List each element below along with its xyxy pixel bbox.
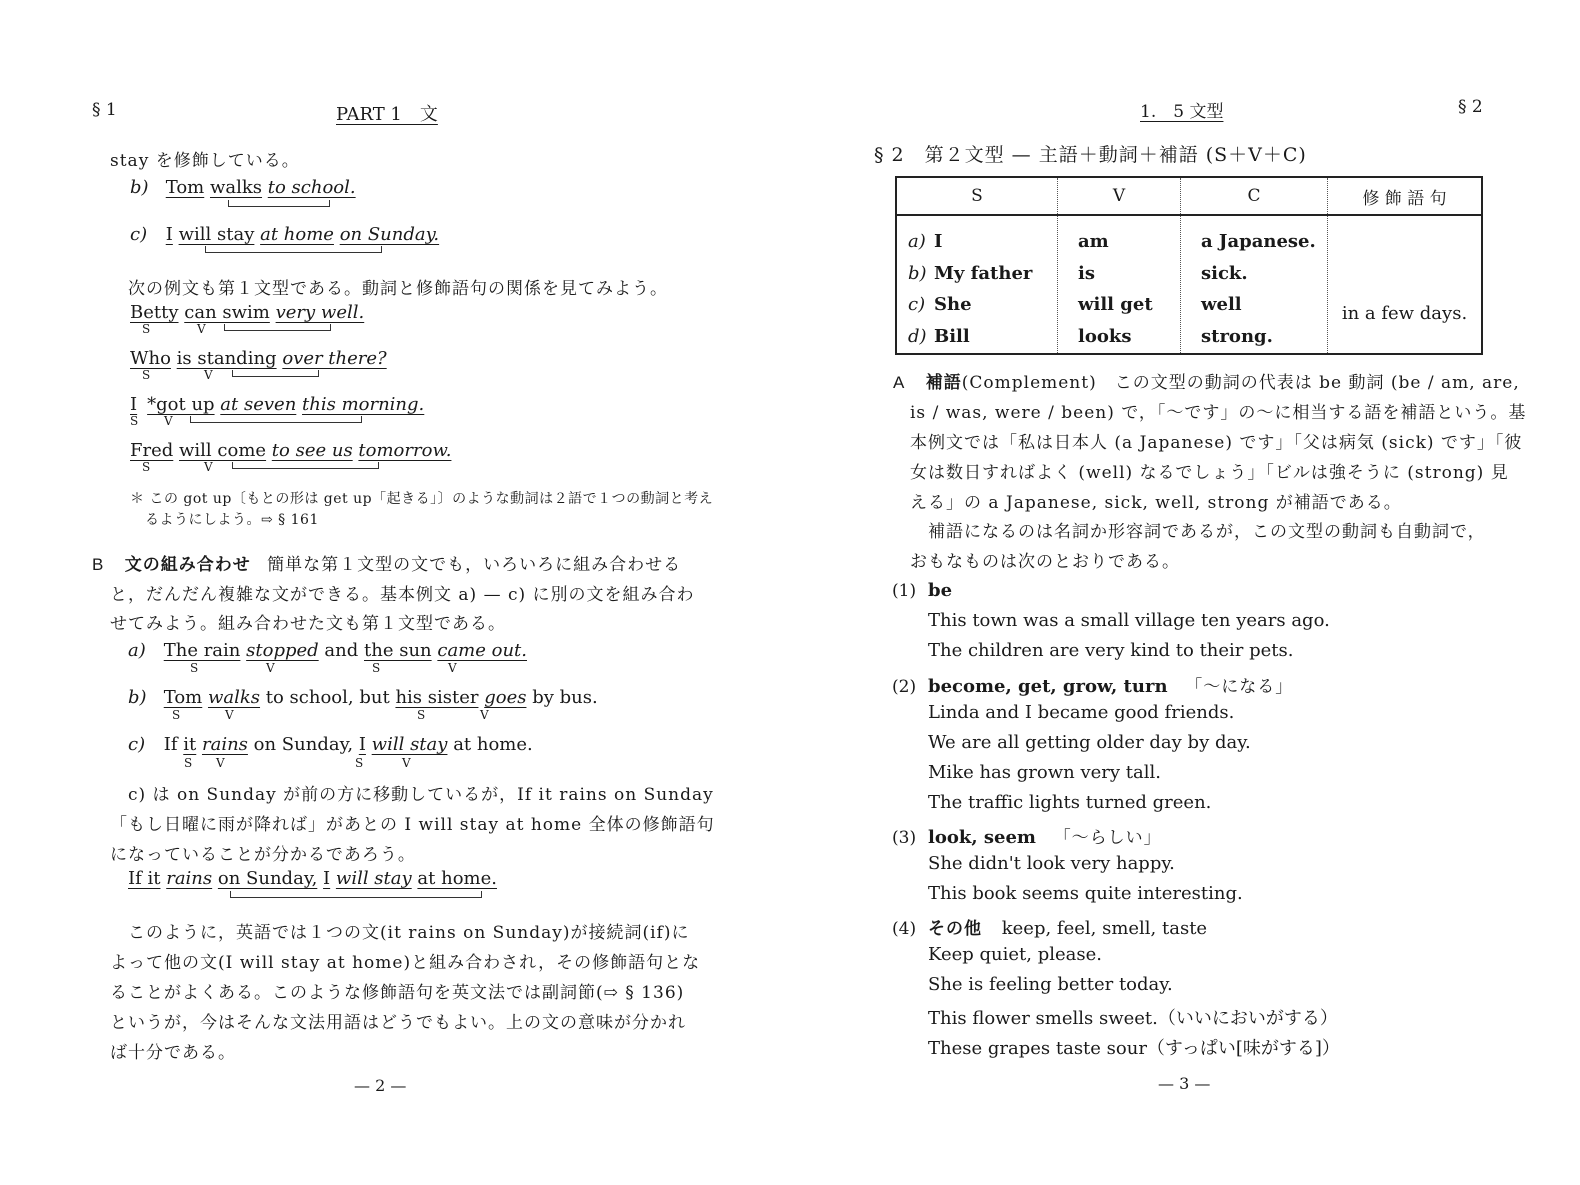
full-sentence: If it rains on Sunday, I will stay at home.	[128, 868, 497, 889]
modifier-bracket	[232, 370, 319, 377]
s-mark: S	[417, 708, 426, 722]
v-mark: V	[448, 661, 457, 675]
footnote: ＊ この got up〔もとの形は get up「起きる」〕のような動詞は２語で１つの動詞と考え	[130, 491, 714, 507]
body-text: と，だんだん複雑な文ができる。基本例文 a) — c) に別の文を組み合わ	[110, 585, 695, 605]
body-text: よって他の文(I will stay at home)と組み合わされ，その修飾語句とな	[110, 953, 701, 973]
s-mark: S	[172, 708, 181, 722]
column-header: C	[1181, 177, 1328, 215]
body-text: というが，今はそんな文法用語はどうでもよい。上の文の意味が分かれ	[110, 1013, 686, 1033]
example-c	[130, 224, 439, 245]
word: to school.	[267, 177, 356, 198]
s-mark: S	[184, 756, 193, 770]
v-mark: V	[216, 756, 225, 770]
v-mark: V	[164, 414, 173, 428]
running-header: 1. 5 文型	[1140, 102, 1224, 122]
body-text: 「もし日曜に雨が降れば」があとの I will stay at home 全体の修飾語句	[110, 815, 715, 835]
page-number: — 3 —	[1158, 1074, 1211, 1093]
example-sentence: Keep quiet, please.	[928, 944, 1102, 965]
v-mark: V	[266, 661, 275, 675]
modifier-bracket	[190, 416, 362, 423]
column-header: S	[896, 177, 1058, 215]
intro-text: 次の例文も第１文型である。動詞と修飾語句の関係を見てみよう。	[128, 279, 668, 299]
verb-column: am is will get looks	[1058, 215, 1181, 354]
modifier-bracket	[230, 891, 482, 898]
body-text: 本例文では「私は日本人 (a Japanese) です」「父は病気 (sick) です」「彼	[910, 433, 1523, 453]
svo-example: Fred will come to see us tomorrow.	[130, 440, 452, 461]
footnote: るようにしよう。⇨ § 161	[145, 512, 319, 528]
example-sentence: This book seems quite interesting.	[928, 883, 1243, 904]
example-label: c)	[130, 224, 148, 245]
verb-group-2: (2) become, get, grow, turn 「〜になる」	[892, 676, 1294, 697]
example-sentence: We are all getting older day by day.	[928, 732, 1251, 753]
v-mark: V	[197, 322, 206, 336]
verb-group-4: (4) その他 keep, feel, smell, taste	[892, 918, 1208, 939]
body-text: ば十分である。	[110, 1043, 236, 1063]
combined-example-a: a) The rain stopped and the sun came out.	[128, 640, 527, 661]
s-mark: S	[142, 460, 151, 474]
column-header: 修 飾 語 句	[1328, 177, 1483, 215]
page-number: — 2 —	[354, 1076, 407, 1095]
word: Tom	[165, 177, 205, 198]
sentence-pattern-table	[895, 176, 1483, 355]
body-text: 女は数日すればよく (well) なるでしょう」「ビルは強そうに (strong) 見	[910, 463, 1509, 483]
example-sentence: This town was a small village ten years ago.	[928, 610, 1330, 631]
example-label: b)	[130, 177, 149, 198]
example-sentence: Mike has grown very tall.	[928, 762, 1161, 783]
example-sentence: Linda and I became good friends.	[928, 702, 1235, 723]
section-marker: § 1	[92, 100, 117, 120]
body-text: ることがよくある。このような修飾語句を英文法では副詞節(⇨ § 136)	[110, 983, 685, 1003]
v-mark: V	[402, 756, 411, 770]
example-sentence: These grapes taste sour（すっぱい[味がする]）	[928, 1038, 1340, 1059]
word: at home	[260, 224, 334, 245]
body-text: c) は on Sunday が前の方に移動しているが，If it rains on Sunday	[128, 785, 714, 805]
svo-example: Betty can swim very well.	[130, 302, 365, 323]
table-header-row	[896, 177, 1482, 215]
combined-example-c: c) If it rains on Sunday, I will stay at home.	[128, 734, 533, 755]
s-mark: S	[130, 414, 139, 428]
verb-group-3: (3) look, seem 「〜らしい」	[892, 827, 1162, 848]
continuation-line: stay を修飾している。	[110, 151, 300, 171]
body-text: is / was, were / been) で，「〜です」の〜に相当する語を補語という。基	[910, 403, 1527, 423]
body-text: 補語になるのは名詞か形容詞であるが，この文型の動詞も自動詞で，	[928, 522, 1486, 542]
subject-column: a) I b) My father c) She d) Bill	[908, 231, 1033, 347]
v-mark: V	[204, 460, 213, 474]
complement-column: a Japanese. sick. well strong.	[1181, 215, 1328, 354]
example-b	[130, 177, 356, 198]
svo-example: I *got up at seven this morning.	[130, 394, 425, 415]
combined-example-b: b) Tom walks to school, but his sister goes by bus.	[128, 687, 598, 708]
verb-group-1: (1) be	[892, 580, 953, 601]
example-sentence: The children are very kind to their pets.	[928, 640, 1294, 661]
example-sentence: The traffic lights turned green.	[928, 792, 1212, 813]
body-text: おもなものは次のとおりである。	[910, 552, 1180, 572]
body-text: になっていることが分かるであろう。	[110, 845, 416, 865]
body-text: せてみよう。組み合わせた文も第１文型である。	[110, 614, 506, 634]
word: will stay	[178, 224, 255, 245]
modifier-bracket	[232, 462, 379, 469]
modifier-column: in a few days.	[1328, 215, 1483, 354]
column-header: V	[1058, 177, 1181, 215]
svo-example: Who is standing over there?	[130, 348, 387, 369]
example-sentence: She didn't look very happy.	[928, 853, 1175, 874]
word: on Sunday.	[339, 224, 440, 245]
body-text: このように，英語では１つの文(it rains on Sunday)が接続詞(if)に	[128, 923, 690, 943]
section-title: § 2 第２文型 — 主語＋動詞＋補語 (S＋V＋C)	[874, 144, 1307, 166]
section-marker: § 2	[1458, 97, 1483, 117]
example-sentence: She is feeling better today.	[928, 974, 1173, 995]
running-header: PART 1 文	[336, 104, 438, 125]
section-b-heading: B 文の組み合わせ 簡単な第１文型の文でも，いろいろに組み合わせる	[92, 555, 682, 575]
section-a-heading: A 補語(Complement) この文型の動詞の代表は be 動詞 (be / am, are,	[893, 373, 1520, 393]
s-mark: S	[142, 368, 151, 382]
word: walks	[209, 177, 263, 198]
body-text: える」の a Japanese, sick, well, strong が補語である。	[910, 493, 1402, 513]
modifier-bracket	[205, 246, 382, 253]
v-mark: V	[225, 708, 234, 722]
s-mark: S	[372, 661, 381, 675]
v-mark: V	[204, 368, 213, 382]
modifier-bracket	[228, 200, 330, 207]
s-mark: S	[190, 661, 199, 675]
modifier-bracket	[224, 324, 331, 331]
table-body-row	[896, 215, 1482, 354]
word: I	[165, 224, 173, 245]
s-mark: S	[355, 756, 364, 770]
right-page	[790, 0, 1580, 1185]
s-mark: S	[142, 322, 151, 336]
example-sentence: This flower smells sweet.（いいにおいがする）	[928, 1008, 1338, 1029]
v-mark: V	[480, 708, 489, 722]
